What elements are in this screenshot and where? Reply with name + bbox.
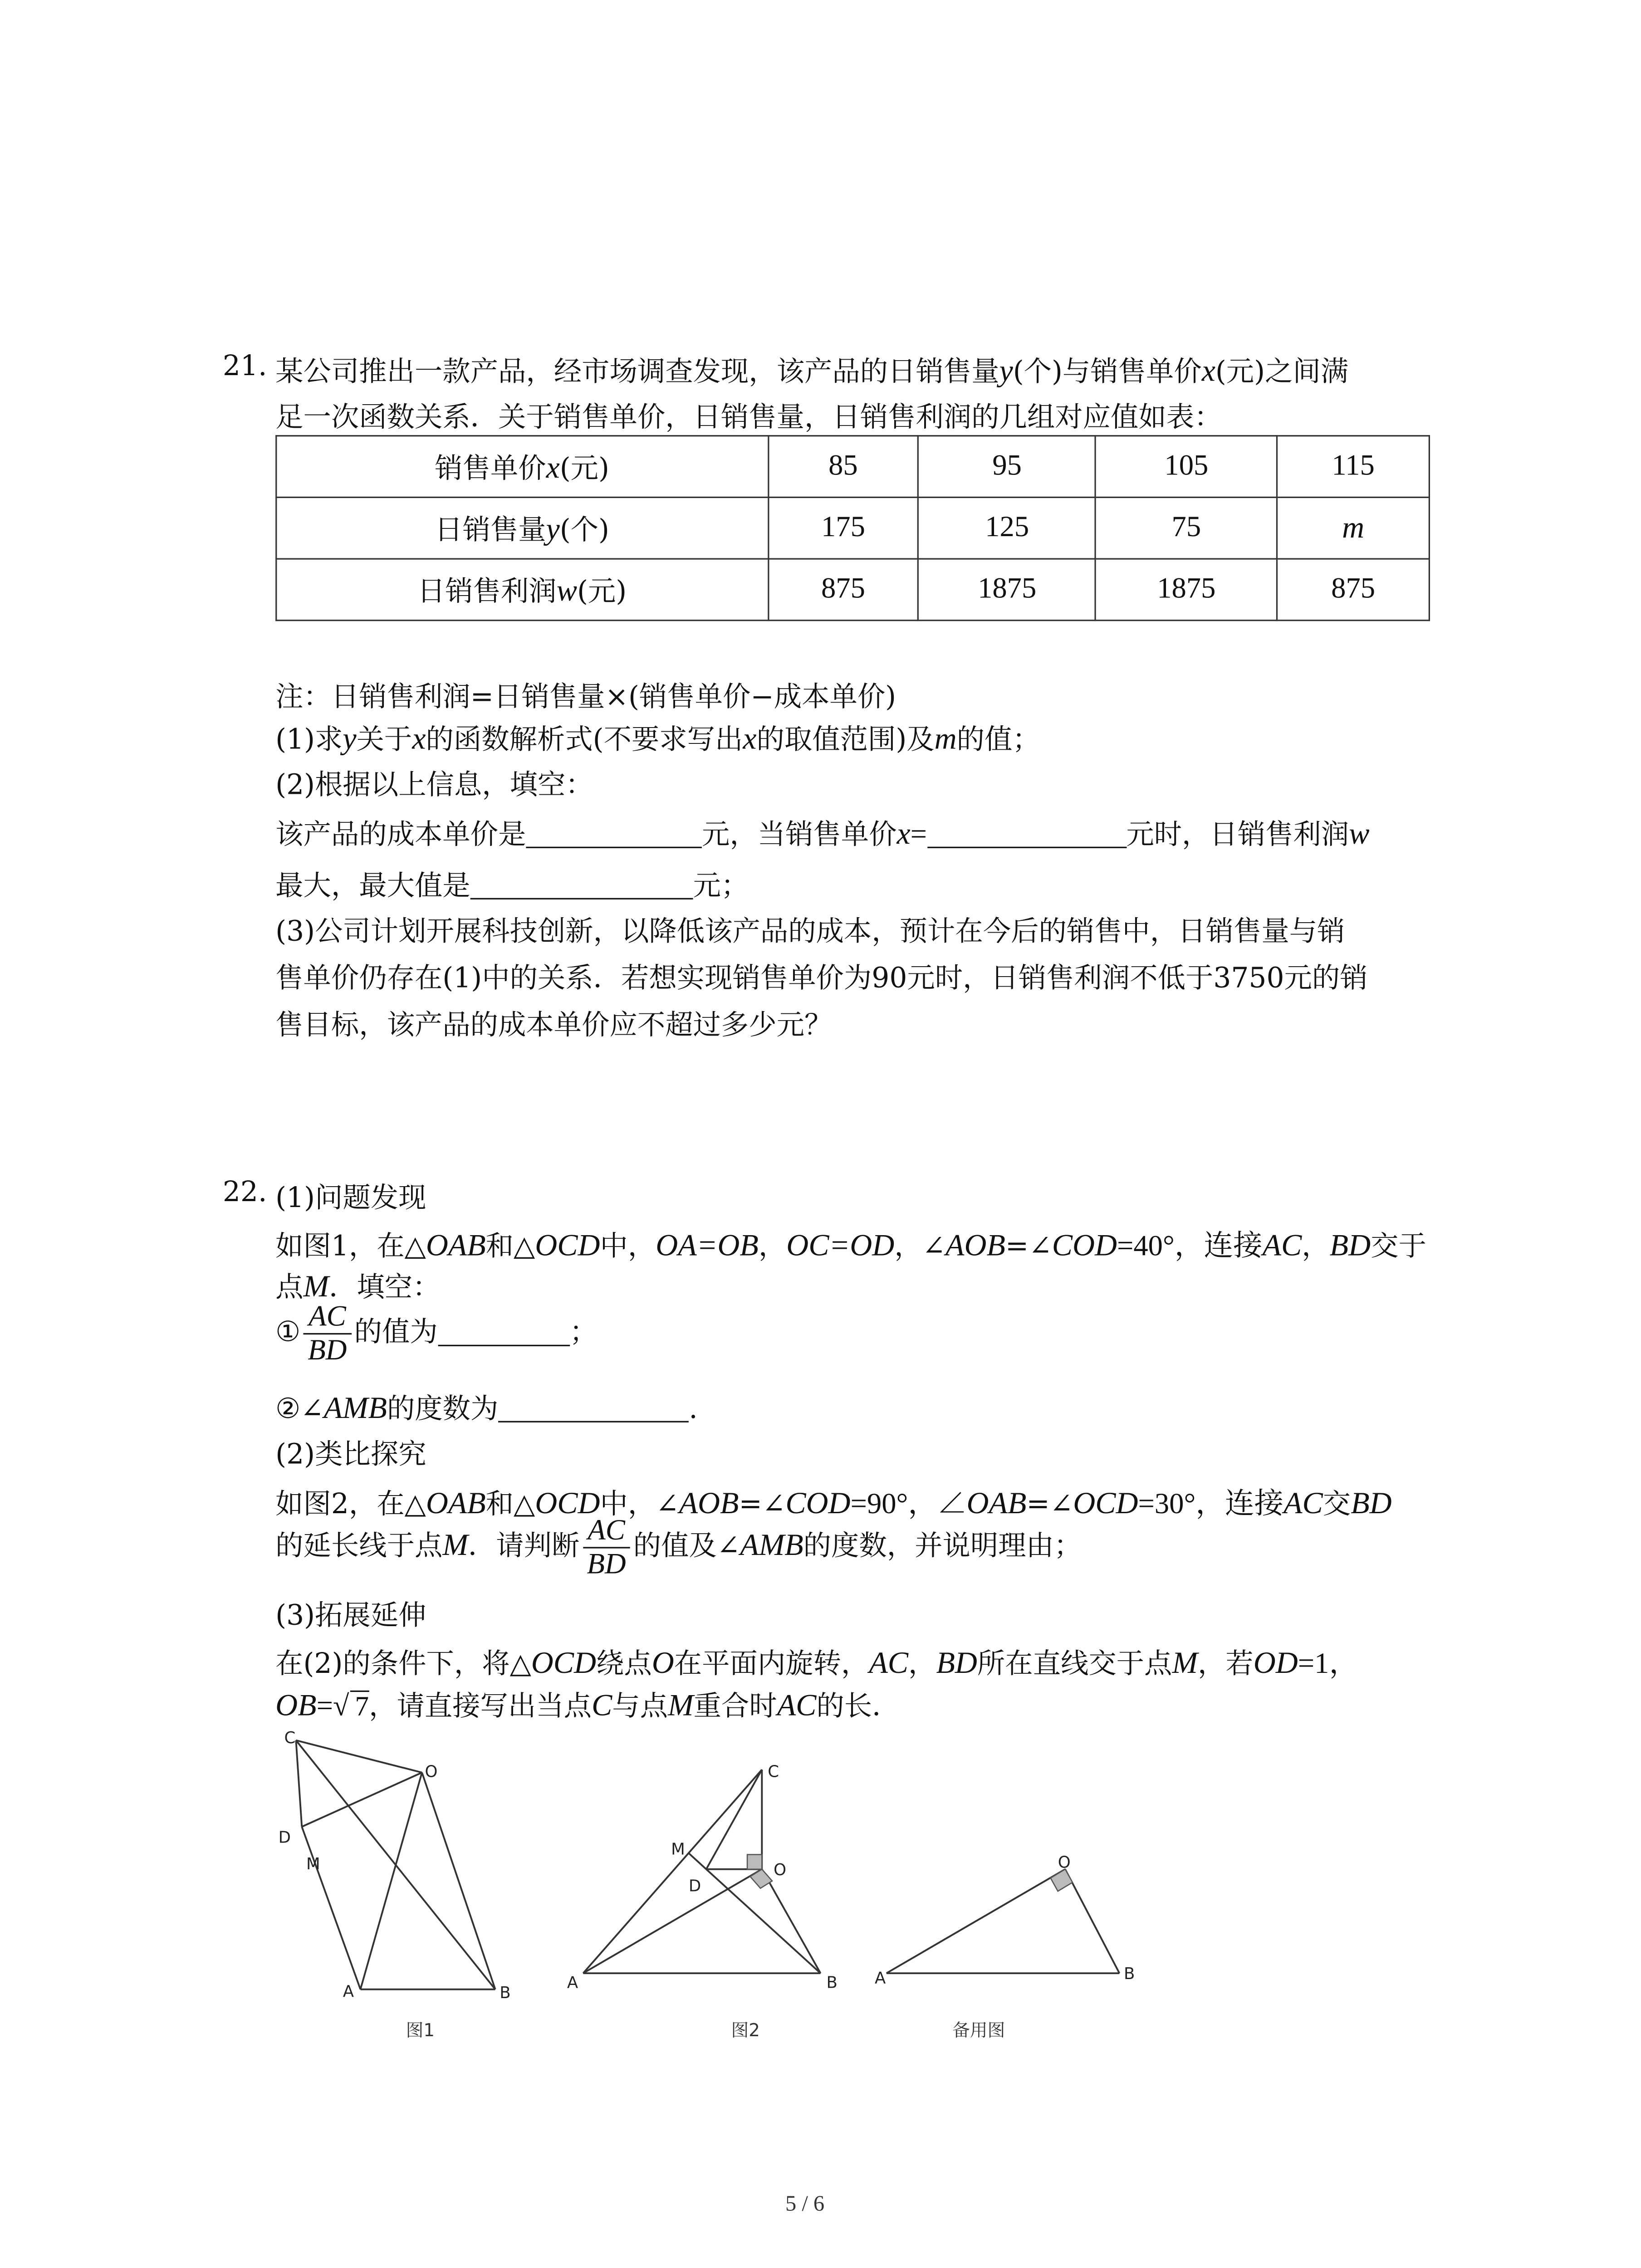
backup-figure-diagram (887, 1869, 1119, 1973)
q21-part2-line2: 最大，最大值是 元； (275, 870, 749, 903)
q22-s1-question1: ① $\frac{AC}{BD}$ 的值为 ； (275, 1300, 598, 1367)
q22-s3-line2: OB=√ 7，请直接写出当点C与点M重合时AC的长． (275, 1685, 900, 1724)
sqrt-symbol: √ (333, 1690, 349, 1723)
q21-part3-line1: (3)公司计划开展科技创新，以降低该产品的成本，预计在今后的销售中，日销售量与销 (275, 915, 1345, 948)
figure-2-caption: 图2 (731, 2020, 760, 2041)
q22-section2-title: (2)类比探究 (275, 1438, 426, 1471)
fig3-label-o: O (1058, 1853, 1071, 1872)
question-22-number: 22. (222, 1176, 267, 1209)
question-21-number: 21. (222, 350, 267, 382)
q21-note: 注：日销售利润=日销售量×(销售单价−成本单价) (275, 681, 896, 714)
fig2-label-b: B (826, 1973, 838, 1992)
q22-s2-line1: 如图2，在△OAB和△OCD中，∠AOB=∠COD=90°，∠OAB=∠OCD=30°，连接AC交BD (275, 1485, 1392, 1521)
row-label: 销售单价x(元) (276, 436, 768, 498)
q22-s1-question2: ②∠AMB的度数为 . (275, 1390, 698, 1426)
table-cell: 115 (1277, 436, 1430, 498)
q22-section3-title: (3)拓展延伸 (275, 1599, 426, 1632)
q21-part2-title: (2)根据以上信息，填空： (275, 769, 593, 802)
fraction-ac-over-bd: $\frac{AC}{BD}$ (304, 1301, 352, 1367)
fig1-label-d: D (278, 1828, 291, 1847)
fig2-label-a: A (567, 1973, 578, 1992)
fig2-label-m: M (671, 1840, 685, 1859)
fig1-label-a: A (343, 1982, 354, 2001)
table-cell: 875 (768, 559, 918, 621)
page-number: 5 / 6 (785, 2193, 825, 2217)
fig1-label-c: C (284, 1729, 296, 1748)
table-cell: 105 (1096, 436, 1277, 498)
fig3-label-b: B (1124, 1965, 1135, 1984)
q21-intro-line2: 足一次函数关系．关于销售单价，日销售量，日销售利润的几组对应值如表： (275, 401, 1222, 434)
table-cell: 75 (1096, 497, 1277, 559)
fig1-label-b: B (500, 1984, 511, 2003)
fraction-ac-over-bd: $\frac{AC}{BD}$ (583, 1515, 631, 1580)
table-cell: 1875 (1096, 559, 1277, 621)
q21-intro-line1: 某公司推出一款产品，经市场调查发现，该产品的日销售量y(个)与销售单价x(元)之间满 (275, 353, 1349, 388)
table-cell-unknown-m: m (1277, 497, 1430, 559)
q21-part3-line2: 售单价仍存在(1)中的关系．若想实现销售单价为90元时，日销售利润不低于3750元的销 (275, 962, 1368, 995)
sqrt-radicand: 7 (351, 1691, 369, 1724)
fig3-label-a: A (875, 1969, 886, 1988)
table-cell: 125 (919, 497, 1096, 559)
q21-part1: (1)求y关于x的函数解析式(不要求写出x的取值范围)及m的值； (275, 720, 1040, 756)
figure-1-diagram (296, 1740, 495, 1989)
q22-s2-line2: 的延长线于点M．请判断 $\frac{AC}{BD}$ 的值及∠AMB的度数，并说明理由； (275, 1515, 1082, 1581)
q21-part3-line3: 售目标，该产品的成本单价应不超过多少元？ (275, 1009, 833, 1042)
fig2-label-d: D (688, 1877, 701, 1896)
figure-1-caption: 图1 (406, 2020, 435, 2041)
table-cell: 175 (768, 497, 918, 559)
row-label: 日销售利润w(元) (276, 559, 768, 621)
table-cell: 85 (768, 436, 918, 498)
backup-figure-caption: 备用图 (952, 2020, 1005, 2041)
table-cell: 875 (1277, 559, 1430, 621)
fig1-label-o: O (425, 1762, 438, 1781)
table-cell: 1875 (919, 559, 1096, 621)
q22-s3-line1: 在(2)的条件下，将△OCD绕点O在平面内旋转，AC，BD所在直线交于点M，若OD=1， (275, 1645, 1359, 1681)
q22-s1-line1: 如图1，在△OAB和△OCD中，OA=OB，OC=OD，∠AOB=∠COD=40°，连接AC，BD交于 (275, 1227, 1426, 1263)
q21-part2-line1: 该产品的成本单价是 元，当销售单价x= 元时，日销售利润w (275, 816, 1370, 851)
table-cell: 95 (919, 436, 1096, 498)
fig1-label-m: M (306, 1854, 320, 1873)
fig2-label-o: O (774, 1860, 787, 1879)
fig2-label-c: C (768, 1762, 779, 1781)
q22-section1-title: (1)问题发现 (275, 1182, 426, 1215)
q22-s1-line2: 点M．填空： (275, 1268, 441, 1304)
row-label: 日销售量y(个) (276, 497, 768, 559)
